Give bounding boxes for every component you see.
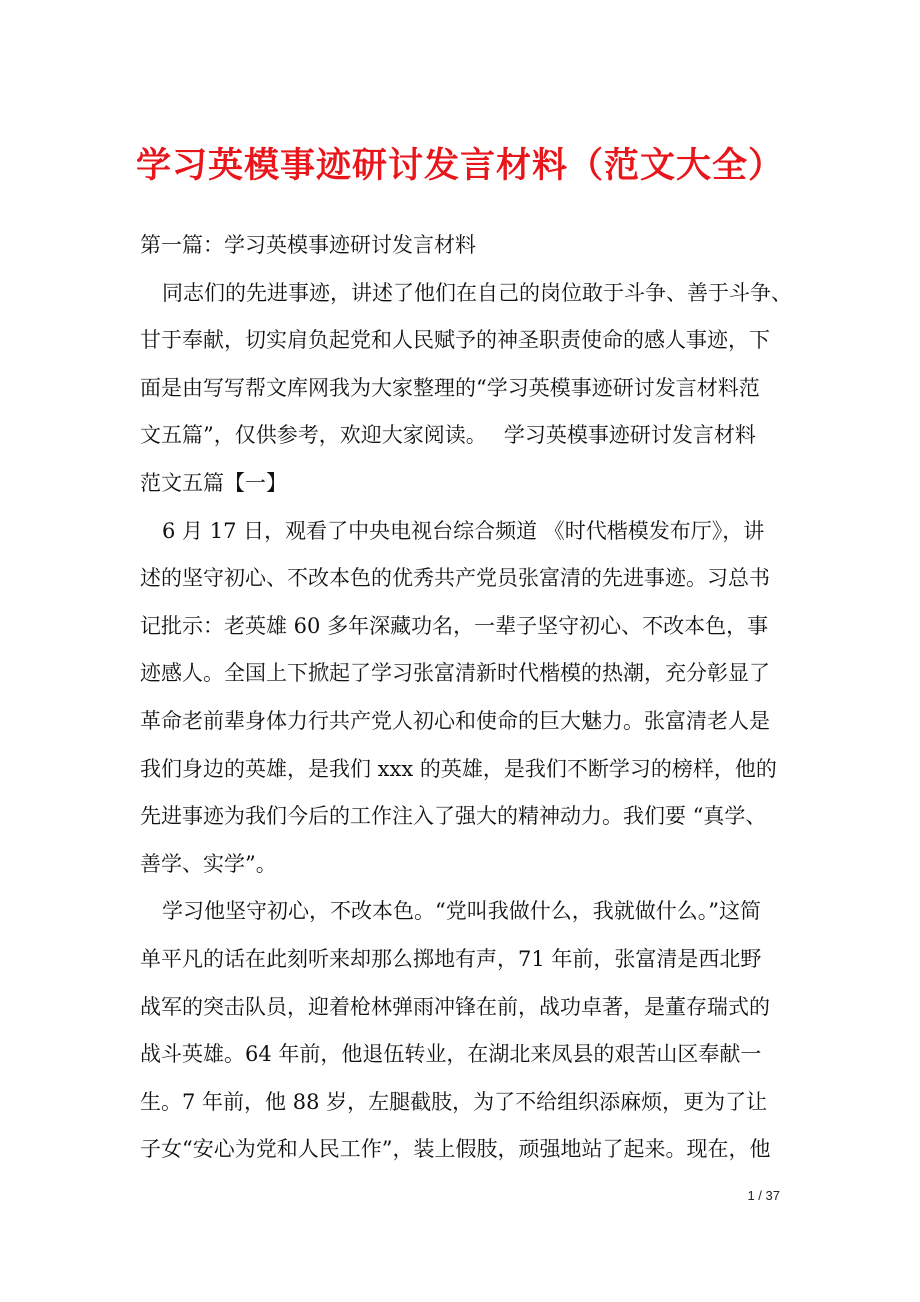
text-line: 子女“安心为党和人民工作”，装上假肢，顽强地站了起来。现在，他 — [140, 1137, 771, 1162]
text-line: 同志们的先进事迹，讲述了他们在自己的岗位敢于斗争、善于斗争、 — [162, 280, 792, 305]
text-line: 面是由写写帮文库网我为大家整理的“学习英模事迹研讨发言材料范 — [140, 375, 760, 400]
text-line: 迹感人。全国上下掀起了学习张富清新时代楷模的热潮，充分彰显了 — [140, 661, 770, 686]
text-line: 战斗英雄。64 年前，他退伍转业，在湖北来凤县的艰苦山区奉献一 — [140, 1042, 762, 1067]
text-line: 战军的突击队员，迎着枪林弹雨冲锋在前，战功卓著，是董存瑞式的 — [140, 994, 770, 1019]
text-line: 文五篇”，仅供参考，欢迎大家阅读。 学习英模事迹研讨发言材料 — [140, 423, 756, 448]
text-line: 范文五篇【一】 — [140, 470, 287, 495]
text-line: 学习他坚守初心，不改本色。“党叫我做什么，我就做什么。”这简 — [162, 899, 761, 924]
text-line: 单平凡的话在此刻听来却那么掷地有声，71 年前，张富清是西北野 — [140, 946, 762, 971]
text-line: 述的坚守初心、不改本色的优秀共产党员张富清的先进事迹。习总书 — [140, 566, 770, 591]
text-line: 革命老前辈身体力行共产党人初心和使命的巨大魅力。张富清老人是 — [140, 708, 770, 733]
text-line: 记批示：老英雄 60 多年深藏功名，一辈子坚守初心、不改本色，事 — [140, 613, 769, 638]
text-line: 善学、实学”。 — [140, 851, 277, 876]
text-line: 我们身边的英雄，是我们 xxx 的英雄，是我们不断学习的榜样，他的 — [140, 756, 777, 781]
page-number: 1 / 37 — [747, 1188, 780, 1203]
section-heading: 第一篇：学习英模事迹研讨发言材料 — [140, 233, 476, 257]
text-line: 甘于奉献，切实肩负起党和人民赋予的神圣职责使命的感人事迹，下 — [140, 328, 770, 353]
document-title: 学习英模事迹研讨发言材料（范文大全） — [135, 145, 784, 186]
text-line: 6 月 17 日，观看了中央电视台综合频道 《时代楷模发布厅》，讲 — [162, 518, 765, 543]
document-body — [140, 222, 792, 1174]
text-line: 生。7 年前，他 88 岁，左腿截肢，为了不给组织添麻烦，更为了让 — [140, 1089, 768, 1114]
text-line: 先进事迹为我们今后的工作注入了强大的精神动力。我们要 “真学、 — [140, 804, 767, 829]
